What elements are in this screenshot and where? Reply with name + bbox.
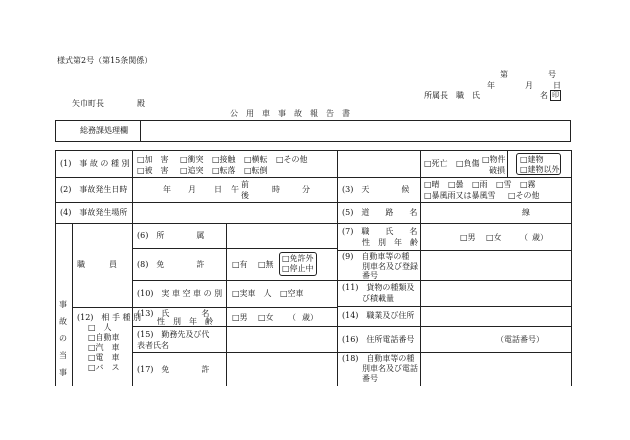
party-vertical-5: 事 [59,368,67,377]
other-employer-label-b: 表者氏名 [137,341,169,350]
staff-age-close: 歳） [532,233,548,242]
accident-opt-sesshoku[interactable]: □接触 [212,155,236,164]
road-suffix: 線 [522,208,530,217]
party-vertical-3: の [59,334,67,343]
outcome-injury[interactable]: □負傷 [456,159,480,168]
property-other[interactable]: □建物以外 [520,165,560,174]
outcome-property[interactable]: □物件 [482,155,506,164]
seal-mark: 印 [552,91,559,99]
staff-vehicle-label-c: 番号 [362,271,378,280]
outcome-property-damage: 破損 [489,166,505,175]
accident-type-label: (1) 事 故 の 種 別 [60,159,130,168]
staff-vehicle-label-a: (9) 自動車等の種 [342,252,410,261]
date-year: 年 [487,81,495,90]
other-vehicle-label-b: 別車名及び電話 [362,364,418,373]
passenger-empty[interactable]: □空車 [280,289,304,298]
staff-driver-label-b: 性 別 年 齢 [362,238,418,247]
weather-snow[interactable]: □雪 [496,180,512,189]
datetime-go[interactable]: 後 [241,191,249,200]
accident-opt-oten[interactable]: □横転 [244,155,268,164]
datetime-minute: 分 [302,185,310,194]
accident-opt-kagai[interactable]: □加 害 [137,155,169,164]
cargo-label-a: (11) 貨物の種類及 [342,283,415,292]
other-vehicle-label-c: 番号 [362,374,378,383]
staff-license-no[interactable]: □無 [258,260,274,269]
accident-opt-shototsu[interactable]: □衝突 [180,155,204,164]
other-type-train[interactable]: □汽 車 [88,343,120,352]
weather-sunny[interactable]: □晴 [424,180,440,189]
other-gender-male[interactable]: □男 [232,313,248,322]
datetime-day: 日 [214,185,222,194]
staff-gender-female[interactable]: □女 [486,233,502,242]
number-label-dai: 第 [500,70,508,79]
datetime-year: 年 [163,185,171,194]
accident-opt-tento[interactable]: □転倒 [244,166,268,175]
outcome-death[interactable]: □死亡 [424,159,448,168]
staff-vehicle-label-b: 別車名及び登録 [362,262,418,271]
weather-cloudy[interactable]: □曇 [448,180,464,189]
accident-opt-sonota[interactable]: □その他 [276,155,308,164]
other-type-label: (12) 相 手 種 別 [77,313,142,322]
addressee: 矢巾町長 [72,99,104,108]
weather-rain[interactable]: □雨 [472,180,488,189]
addressee-honorific: 殿 [137,99,145,108]
datetime-label: (2) 事故発生日時 [60,185,128,194]
accident-opt-higai[interactable]: □被 害 [137,166,169,175]
party-vertical-1: 事 [59,300,67,309]
cargo-label-b: び積載量 [362,294,394,303]
sender-name-suffix: 名 [540,91,548,100]
other-type-car[interactable]: □自動車 [88,333,120,342]
accident-opt-tsuitotsu[interactable]: □追突 [180,166,204,175]
other-type-person[interactable]: □ 人 [88,323,112,332]
other-age-open: （ [288,313,296,322]
page-title: 公 用 車 事 故 報 告 書 [230,109,350,118]
property-building[interactable]: □建物 [520,155,544,164]
weather-storm[interactable]: □暴風雨又は暴風雪 [424,191,496,200]
party-vertical-2: 故 [59,317,67,326]
party-vertical-4: 当 [59,351,67,360]
staff-license-out[interactable]: □免許外 [282,254,314,263]
other-name-label-a: (13) 氏 名 [137,309,210,318]
other-employer-label-a: (15) 勤務先及び代 [137,330,210,339]
date-month: 月 [525,81,533,90]
affiliation-label: (6) 所 属 [137,231,205,240]
remarks-box [55,120,571,142]
staff-label: 職 員 [77,260,117,269]
other-age-close: 歳） [302,313,318,322]
other-type-tram[interactable]: □電 車 [88,353,120,362]
remarks-label: 総務課処理欄 [80,126,128,135]
form-reference: 様式第2号（第15条関係） [57,56,153,65]
passenger-occupied[interactable]: □実車 人 [232,289,272,298]
number-label-go: 号 [548,70,556,79]
other-name-label-b: 性 別 年 齢 [157,317,213,326]
staff-driver-label-a: (7) 職 氏 名 [342,227,418,236]
sender-label: 所属長 職 氏 [424,91,480,100]
staff-age-open: （ [520,233,528,242]
datetime-zen[interactable]: 前 [241,180,249,189]
weather-fog[interactable]: □霧 [520,180,536,189]
datetime-gozen: 午 [231,185,239,194]
datetime-month: 月 [188,185,196,194]
staff-license-label: (8) 免 許 [137,260,205,269]
other-phone-label: (16) 住所電話番号 [342,335,415,344]
weather-other[interactable]: □その他 [508,191,540,200]
weather-label: (3) 天 候 [342,185,410,194]
other-vehicle-label-a: (18) 自動車等の種 [342,354,415,363]
other-type-bus[interactable]: □バ ス [88,363,120,372]
passenger-label: (10) 実 車 空 車 の 別 [137,289,223,298]
road-label: (5) 道 路 名 [342,208,418,217]
other-gender-female[interactable]: □女 [258,313,274,322]
other-license-label: (17) 免 許 [137,365,210,374]
location-label: (4) 事故発生場所 [60,208,128,217]
staff-license-yes[interactable]: □有 [232,260,248,269]
other-job-label: (14) 職業及び住所 [342,311,415,320]
staff-gender-male[interactable]: □男 [460,233,476,242]
accident-opt-tenraku[interactable]: □転落 [212,166,236,175]
staff-license-suspended[interactable]: □停止中 [282,264,314,273]
other-phone-value: （電話番号） [496,335,544,344]
datetime-hour: 時 [272,185,280,194]
date-day: 日 [553,81,561,90]
